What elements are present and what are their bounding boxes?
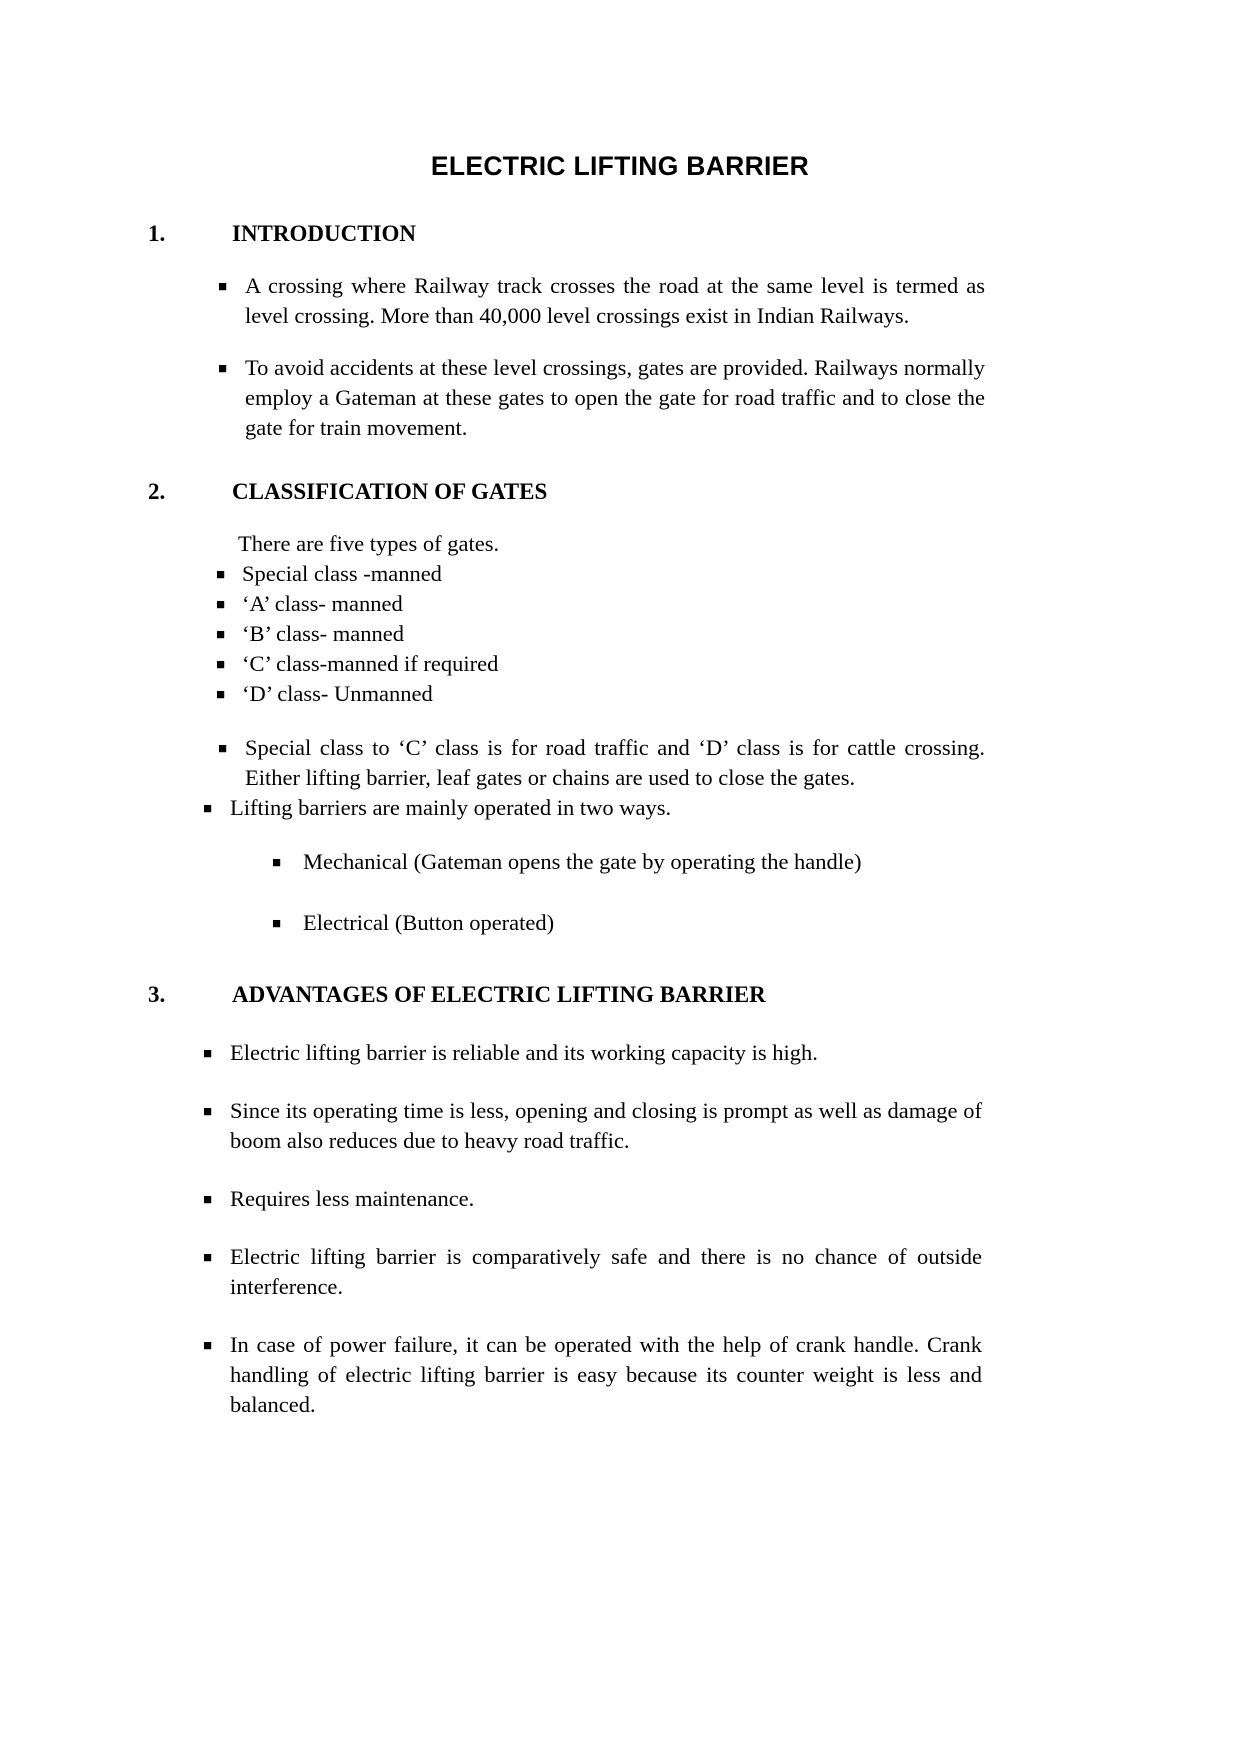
section-title: ADVANTAGES OF ELECTRIC LIFTING BARRIER [232, 981, 766, 1007]
square-bullet-icon: ■ [218, 741, 228, 758]
list-item-text: Since its operating time is less, opening and closing is prompt as well as damage of boom also reduces due to heavy road traffic. [230, 1097, 982, 1153]
list-item [0, 733, 1240, 793]
list-item [0, 793, 1240, 823]
advantages-bullet-list [0, 1038, 1240, 1420]
section-heading-advantages [0, 982, 1240, 1008]
section-heading-classification [0, 479, 1240, 505]
spacer [0, 823, 1240, 847]
list-item [0, 847, 1240, 877]
section-title: INTRODUCTION [232, 221, 417, 247]
list-item-text: ‘B’ class- manned [242, 621, 405, 647]
section-number: 1. [148, 221, 166, 247]
list-item [0, 271, 1240, 331]
square-bullet-icon: ■ [216, 657, 226, 674]
spacer [0, 709, 1240, 733]
list-item [0, 908, 1240, 938]
list-item [0, 559, 1240, 589]
spacer [0, 1008, 1240, 1038]
section-number: 3. [148, 981, 166, 1007]
list-item [0, 353, 1240, 443]
gate-classes-usage-note [0, 733, 1240, 793]
list-item [0, 679, 1240, 709]
list-item-text: ‘D’ class- Unmanned [242, 681, 433, 707]
list-item-text: Special class to ‘C’ class is for road traffic and ‘D’ class is for cattle crossing. Either lifting barrier, leaf gates or chains are used to close the gates. [245, 735, 985, 791]
list-item-text: Lifting barriers are mainly operated in two ways. [230, 795, 672, 821]
list-item [0, 1038, 1240, 1068]
list-item-text: Requires less maintenance. [230, 1185, 475, 1211]
list-item-text: Electrical (Button operated) [303, 909, 555, 935]
gate-types-list [0, 559, 1240, 709]
square-bullet-icon: ■ [203, 1191, 213, 1208]
square-bullet-icon: ■ [203, 1103, 213, 1120]
spacer [0, 465, 1240, 479]
spacer [0, 247, 1240, 271]
classification-intro-text: There are five types of gates. [238, 531, 500, 557]
square-bullet-icon: ■ [216, 687, 226, 704]
page-title: ELECTRIC LIFTING BARRIER [430, 151, 810, 181]
introduction-bullet-list [0, 271, 1240, 443]
list-item-text: ‘A’ class- manned [242, 591, 403, 617]
section-number: 2. [148, 479, 166, 505]
square-bullet-icon: ■ [218, 279, 228, 296]
operation-ways-list [0, 847, 1240, 937]
list-item [0, 1330, 1240, 1420]
square-bullet-icon: ■ [216, 597, 226, 614]
square-bullet-icon: ■ [216, 567, 226, 584]
lifting-barrier-ways-note [0, 793, 1240, 823]
section-heading-introduction [0, 221, 1240, 247]
list-item [0, 1184, 1240, 1214]
list-item-text: In case of power failure, it can be operated with the help of crank handle. Crank handling of electric lifting barrier is easy because its counter weight is less and balanced. [230, 1331, 982, 1417]
square-bullet-icon: ■ [272, 915, 282, 932]
list-item-text: Mechanical (Gateman opens the gate by operating the handle) [303, 849, 862, 875]
list-item [0, 1096, 1240, 1156]
list-item-text: Electric lifting barrier is reliable and its working capacity is high. [230, 1039, 818, 1065]
list-item [0, 589, 1240, 619]
square-bullet-icon: ■ [203, 1337, 213, 1354]
list-item [0, 649, 1240, 679]
list-item-text: Electric lifting barrier is comparatively safe and there is no chance of outside interference. [230, 1243, 982, 1299]
square-bullet-icon: ■ [203, 1045, 213, 1062]
square-bullet-icon: ■ [218, 361, 228, 378]
square-bullet-icon: ■ [272, 855, 282, 872]
section-title: CLASSIFICATION OF GATES [232, 479, 548, 505]
list-item [0, 619, 1240, 649]
list-item [0, 1242, 1240, 1302]
list-item-text: Special class -manned [242, 561, 442, 587]
square-bullet-icon: ■ [203, 1249, 213, 1266]
spacer [0, 968, 1240, 982]
spacer [0, 505, 1240, 529]
square-bullet-icon: ■ [203, 801, 213, 818]
spacer [0, 181, 1240, 221]
list-item-text: A crossing where Railway track crosses the road at the same level is termed as level crossing. More than 40,000 level crossings exist in Indian Railways. [245, 273, 985, 329]
square-bullet-icon: ■ [216, 627, 226, 644]
list-item-text: ‘C’ class-manned if required [242, 651, 499, 677]
list-item-text: To avoid accidents at these level crossings, gates are provided. Railways normally employ a Gateman at these gates to open the gate for road traffic and to close the gate for train movement. [245, 355, 985, 441]
